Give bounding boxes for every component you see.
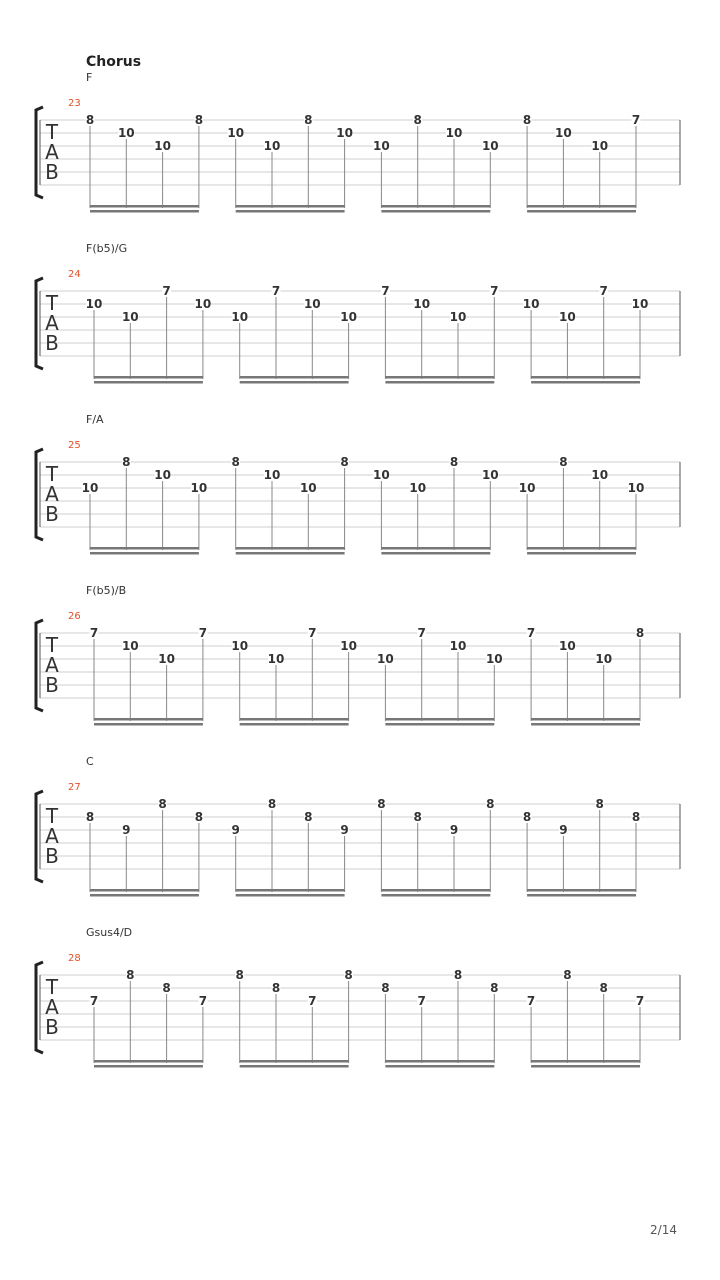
- chord-label: F(b5)/B: [86, 584, 127, 597]
- fret-number: 7: [599, 284, 608, 298]
- fret-number: 8: [563, 968, 572, 982]
- fret-number: 8: [522, 810, 532, 824]
- fret-number: 10: [121, 639, 139, 653]
- tab-system: [0, 789, 720, 909]
- fret-number: 10: [631, 297, 649, 311]
- beam: [527, 894, 636, 897]
- fret-number: 10: [409, 481, 427, 495]
- fret-number: 7: [490, 284, 499, 298]
- fret-number: 10: [121, 310, 139, 324]
- measure-number: 28: [68, 953, 81, 964]
- beam: [236, 547, 345, 550]
- fret-number: 10: [373, 139, 390, 153]
- fret-number: 8: [122, 455, 131, 469]
- measure-number: 24: [68, 269, 81, 280]
- fret-number: 8: [413, 810, 422, 824]
- beam: [94, 381, 203, 384]
- fret-number: 10: [555, 126, 572, 140]
- beam: [90, 205, 199, 208]
- beam: [90, 889, 199, 892]
- fret-number: 10: [117, 126, 135, 140]
- fret-number: 8: [595, 797, 604, 811]
- fret-number: 7: [526, 626, 536, 640]
- fret-number: 8: [599, 981, 608, 995]
- beam: [94, 723, 203, 726]
- fret-number: 7: [198, 626, 208, 640]
- fret-number: 7: [162, 284, 171, 298]
- beam: [240, 381, 349, 384]
- measure-number: 23: [68, 98, 81, 109]
- fret-number: 10: [154, 468, 171, 482]
- beam: [527, 552, 636, 555]
- fret-number: 7: [308, 994, 317, 1008]
- fret-number: 8: [449, 455, 459, 469]
- fret-number: 10: [158, 652, 175, 666]
- beam: [381, 547, 490, 550]
- fret-number: 8: [267, 797, 277, 811]
- fret-number: 10: [559, 639, 576, 653]
- fret-number: 8: [631, 810, 641, 824]
- beam: [236, 552, 345, 555]
- chord-label: Gsus4/D: [86, 926, 133, 939]
- fret-number: 10: [377, 652, 394, 666]
- beam: [90, 894, 199, 897]
- fret-number: 10: [449, 639, 467, 653]
- tab-clef-letter: T: [45, 804, 59, 828]
- fret-number: 10: [481, 468, 499, 482]
- fret-number: 10: [336, 126, 353, 140]
- beam: [94, 1065, 203, 1068]
- fret-number: 7: [198, 994, 208, 1008]
- beam: [381, 894, 490, 897]
- fret-number: 8: [453, 968, 463, 982]
- tab-system: [0, 618, 720, 738]
- chord-label: C: [86, 755, 94, 768]
- fret-number: 8: [271, 981, 281, 995]
- beam: [527, 547, 636, 550]
- beam: [531, 718, 640, 721]
- beam: [94, 376, 203, 379]
- beam: [385, 1060, 494, 1063]
- fret-number: 10: [627, 481, 645, 495]
- fret-number: 8: [194, 113, 204, 127]
- fret-number: 8: [559, 455, 568, 469]
- fret-number: 8: [162, 981, 171, 995]
- fret-number: 10: [81, 481, 99, 495]
- fret-number: 10: [303, 297, 321, 311]
- fret-number: 7: [89, 994, 99, 1008]
- chord-label: F/A: [86, 413, 104, 426]
- tab-clef-letter: T: [45, 975, 59, 999]
- fret-number: 7: [417, 626, 426, 640]
- tab-clef-letter: T: [45, 462, 59, 486]
- fret-number: 10: [522, 297, 540, 311]
- fret-number: 7: [89, 626, 99, 640]
- fret-number: 8: [194, 810, 204, 824]
- beam: [531, 1060, 640, 1063]
- beam: [527, 210, 636, 213]
- fret-number: 8: [635, 626, 645, 640]
- beam: [240, 1060, 349, 1063]
- fret-number: 10: [449, 310, 467, 324]
- measure-number: 25: [68, 440, 81, 451]
- fret-number: 7: [526, 994, 536, 1008]
- chord-label: F(b5)/G: [86, 242, 128, 255]
- tab-clef-letter: T: [45, 633, 59, 657]
- tab-system: [0, 105, 720, 225]
- fret-number: 10: [263, 139, 281, 153]
- beam: [240, 718, 349, 721]
- fret-number: 10: [231, 310, 249, 324]
- beam: [90, 552, 199, 555]
- fret-number: 9: [559, 823, 568, 837]
- fret-number: 7: [417, 994, 426, 1008]
- beam: [531, 723, 640, 726]
- fret-number: 10: [481, 139, 499, 153]
- beam: [381, 552, 490, 555]
- fret-number: 7: [308, 626, 317, 640]
- fret-number: 10: [591, 139, 609, 153]
- beam: [90, 547, 199, 550]
- fret-number: 10: [85, 297, 103, 311]
- fret-number: 10: [518, 481, 536, 495]
- fret-number: 8: [126, 968, 135, 982]
- tab-clef-letter: A: [45, 995, 59, 1019]
- tab-clef-letter: B: [45, 844, 59, 868]
- fret-number: 10: [299, 481, 317, 495]
- beam: [381, 205, 490, 208]
- fret-number: 8: [413, 113, 422, 127]
- fret-number: 10: [559, 310, 576, 324]
- fret-number: 9: [231, 823, 240, 837]
- fret-number: 10: [231, 639, 249, 653]
- fret-number: 8: [486, 797, 495, 811]
- fret-number: 7: [635, 994, 645, 1008]
- beam: [236, 894, 345, 897]
- fret-number: 8: [85, 113, 95, 127]
- fret-number: 7: [631, 113, 641, 127]
- beam: [385, 1065, 494, 1068]
- beam: [531, 381, 640, 384]
- beam: [381, 889, 490, 892]
- beam: [236, 210, 345, 213]
- fret-number: 8: [522, 113, 532, 127]
- beam: [385, 723, 494, 726]
- beam: [527, 205, 636, 208]
- beam: [385, 376, 494, 379]
- fret-number: 10: [227, 126, 245, 140]
- fret-number: 10: [340, 310, 357, 324]
- fret-number: 8: [304, 113, 313, 127]
- fret-number: 8: [158, 797, 167, 811]
- tab-system: [0, 276, 720, 396]
- fret-number: 8: [235, 968, 244, 982]
- beam: [531, 376, 640, 379]
- tab-clef-letter: A: [45, 140, 59, 164]
- fret-number: 8: [231, 455, 240, 469]
- beam: [236, 889, 345, 892]
- fret-number: 9: [122, 823, 131, 837]
- beam: [381, 210, 490, 213]
- fret-number: 9: [449, 823, 459, 837]
- fret-number: 8: [377, 797, 386, 811]
- beam: [240, 723, 349, 726]
- beam: [531, 1065, 640, 1068]
- fret-number: 10: [263, 468, 281, 482]
- fret-number: 8: [381, 981, 390, 995]
- tab-clef-letter: T: [45, 120, 59, 144]
- fret-number: 10: [190, 481, 208, 495]
- beam: [236, 205, 345, 208]
- tab-system: [0, 447, 720, 567]
- fret-number: 8: [490, 981, 499, 995]
- tab-clef-letter: A: [45, 653, 59, 677]
- fret-number: 8: [344, 968, 353, 982]
- tab-clef-letter: T: [45, 291, 59, 315]
- tab-clef-letter: B: [45, 1015, 59, 1039]
- fret-number: 10: [595, 652, 613, 666]
- tab-clef-letter: B: [45, 160, 59, 184]
- fret-number: 8: [85, 810, 95, 824]
- tab-clef-letter: A: [45, 482, 59, 506]
- measure-number: 27: [68, 782, 81, 793]
- fret-number: 10: [373, 468, 390, 482]
- beam: [385, 718, 494, 721]
- beam: [527, 889, 636, 892]
- fret-number: 10: [591, 468, 609, 482]
- fret-number: 7: [271, 284, 281, 298]
- fret-number: 10: [340, 639, 357, 653]
- fret-number: 10: [267, 652, 285, 666]
- beam: [90, 210, 199, 213]
- fret-number: 8: [340, 455, 349, 469]
- fret-number: 10: [445, 126, 463, 140]
- fret-number: 10: [154, 139, 171, 153]
- tab-clef-letter: B: [45, 673, 59, 697]
- beam: [240, 376, 349, 379]
- beam: [240, 1065, 349, 1068]
- tab-clef-letter: A: [45, 311, 59, 335]
- tab-clef-letter: B: [45, 502, 59, 526]
- fret-number: 10: [194, 297, 212, 311]
- fret-number: 9: [340, 823, 349, 837]
- chord-label: F: [86, 71, 93, 84]
- fret-number: 7: [381, 284, 390, 298]
- section-title: Chorus: [86, 54, 142, 70]
- tab-clef-letter: B: [45, 331, 59, 355]
- tab-clef-letter: A: [45, 824, 59, 848]
- beam: [94, 1060, 203, 1063]
- measure-number: 26: [68, 611, 81, 622]
- fret-number: 10: [485, 652, 503, 666]
- tab-system: [0, 960, 720, 1080]
- beam: [94, 718, 203, 721]
- fret-number: 10: [413, 297, 431, 311]
- fret-number: 8: [304, 810, 313, 824]
- page-number: 2/14: [650, 1223, 677, 1237]
- beam: [385, 381, 494, 384]
